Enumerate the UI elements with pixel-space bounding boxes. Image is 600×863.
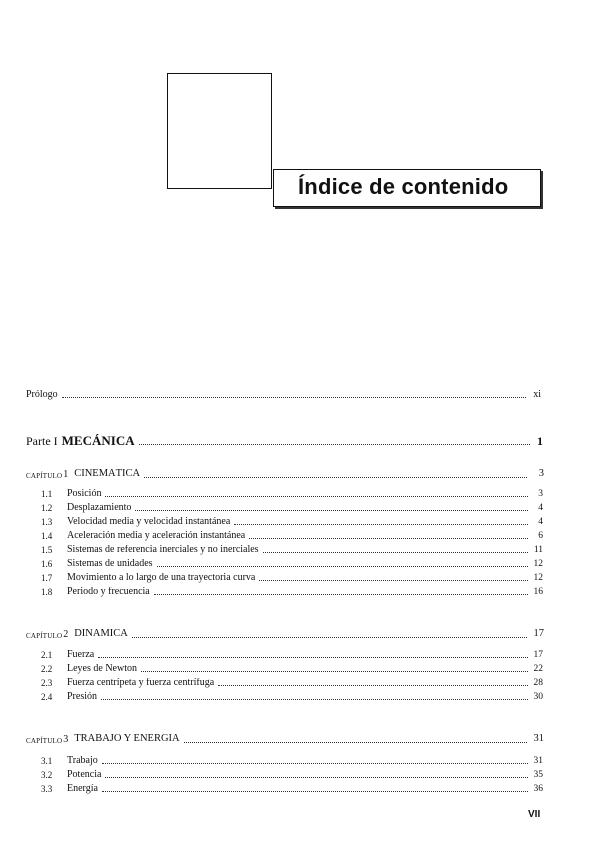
section-title: Potencia xyxy=(67,770,102,780)
section-title: Presión xyxy=(67,692,97,702)
entry-page: 4 xyxy=(538,503,543,513)
section-number: 1.3 xyxy=(41,517,53,527)
section-number: 3.2 xyxy=(41,770,53,780)
toc-section[interactable] xyxy=(41,573,543,583)
entry-page: 22 xyxy=(533,664,543,674)
entry-page: 17 xyxy=(533,650,543,660)
dot-leader xyxy=(144,477,527,478)
entry-page: 31 xyxy=(533,756,543,766)
toc-chapter-3[interactable] xyxy=(26,734,544,745)
section-number: 3.1 xyxy=(41,756,53,766)
section-number: 1.1 xyxy=(41,489,53,499)
toc-section[interactable] xyxy=(41,756,543,766)
section-title: Trabajo xyxy=(67,756,98,766)
toc-section[interactable] xyxy=(41,503,543,513)
toc-section[interactable] xyxy=(41,489,543,499)
entry-page: 28 xyxy=(533,678,543,688)
section-number: 1.7 xyxy=(41,573,53,583)
toc-section[interactable] xyxy=(41,692,543,702)
toc-chapter-1[interactable] xyxy=(26,469,544,480)
dot-leader xyxy=(249,538,528,539)
toc-section[interactable] xyxy=(41,559,543,569)
section-title: Fuerza xyxy=(67,650,95,660)
dot-leader xyxy=(154,594,528,595)
dot-leader xyxy=(218,685,528,686)
dot-leader xyxy=(139,444,530,445)
section-title: Velocidad media y velocidad instantánea xyxy=(67,517,231,527)
parte-number: Parte I xyxy=(26,434,58,447)
section-number: 1.5 xyxy=(41,545,53,555)
section-title: Energía xyxy=(67,784,98,794)
dot-leader xyxy=(234,524,528,525)
entry-page: 31 xyxy=(533,734,544,744)
entry-page: 35 xyxy=(533,770,543,780)
section-number: 2.3 xyxy=(41,678,53,688)
dot-leader xyxy=(259,580,528,581)
toc-section[interactable] xyxy=(41,545,543,555)
parte-title: MECÁNICA xyxy=(61,434,135,447)
toc-section[interactable] xyxy=(41,784,543,794)
section-title: Aceleración media y aceleración instantánea xyxy=(67,531,246,541)
dot-leader xyxy=(132,637,527,638)
dot-leader xyxy=(102,763,528,764)
page-number: VII xyxy=(528,809,541,820)
section-title: Sistemas de referencia inerciales y no inerciales xyxy=(67,545,259,555)
page-title: Índice de contenido xyxy=(298,174,509,199)
section-number: 1.6 xyxy=(41,559,53,569)
dot-leader xyxy=(62,397,526,398)
toc-section[interactable] xyxy=(41,678,543,688)
toc-section[interactable] xyxy=(41,587,543,597)
chapter-title: CINEMÁTICA xyxy=(74,469,141,479)
entry-page: 4 xyxy=(538,517,543,527)
toc-entry-parte[interactable] xyxy=(26,434,543,447)
chapter-word: CAPÍTULO xyxy=(26,736,63,745)
toc-section[interactable] xyxy=(41,650,543,660)
dot-leader xyxy=(263,552,528,553)
section-number: 2.1 xyxy=(41,650,53,660)
entry-page: 11 xyxy=(533,545,543,555)
toc-section[interactable] xyxy=(41,517,543,527)
entry-page: 16 xyxy=(533,587,543,597)
section-title: Periodo y frecuencia xyxy=(67,587,150,597)
section-number: 2.4 xyxy=(41,692,53,702)
dot-leader xyxy=(157,566,528,567)
entry-page: 36 xyxy=(533,784,543,794)
entry-page: 6 xyxy=(538,531,543,541)
entry-page: 17 xyxy=(533,629,544,639)
section-number: 3.3 xyxy=(41,784,53,794)
section-number: 1.4 xyxy=(41,531,53,541)
section-title: Posición xyxy=(67,489,102,499)
dot-leader xyxy=(105,496,528,497)
section-title: Sistemas de unidades xyxy=(67,559,153,569)
toc-section[interactable] xyxy=(41,531,543,541)
chapter-word: CAPÍTULO xyxy=(26,631,63,640)
section-number: 1.2 xyxy=(41,503,53,513)
entry-page: 12 xyxy=(533,559,543,569)
toc-section[interactable] xyxy=(41,664,543,674)
entry-page: 12 xyxy=(533,573,543,583)
entry-page: xi xyxy=(533,390,541,400)
entry-title: Prólogo xyxy=(26,390,58,400)
chapter-number: 2 xyxy=(63,629,69,640)
dot-leader xyxy=(105,777,528,778)
entry-page: 3 xyxy=(538,469,544,479)
dot-leader xyxy=(98,657,528,658)
entry-page: 1 xyxy=(537,434,543,447)
dot-leader xyxy=(101,699,528,700)
dot-leader xyxy=(135,510,528,511)
dot-leader xyxy=(141,671,528,672)
entry-page: 3 xyxy=(538,489,543,499)
dot-leader xyxy=(184,742,527,743)
entry-page: 30 xyxy=(533,692,543,702)
section-title: Fuerza centrípeta y fuerza centrífuga xyxy=(67,678,215,688)
chapter-title: DINÁMICA xyxy=(74,629,128,639)
chapter-number: 1 xyxy=(63,469,69,480)
section-title: Desplazamiento xyxy=(67,503,132,513)
toc-section[interactable] xyxy=(41,770,543,780)
chapter-number: 3 xyxy=(63,734,69,745)
toc-chapter-2[interactable] xyxy=(26,629,544,640)
section-number: 2.2 xyxy=(41,664,53,674)
section-number: 1.8 xyxy=(41,587,53,597)
section-title: Leyes de Newton xyxy=(67,664,137,674)
section-title: Movimiento a lo largo de una trayectoria curva xyxy=(67,573,256,583)
toc-entry-prologo[interactable] xyxy=(26,390,541,400)
chapter-word: CAPÍTULO xyxy=(26,471,63,480)
dot-leader xyxy=(102,791,528,792)
chapter-title: TRABAJO Y ENERGÍA xyxy=(74,734,180,744)
